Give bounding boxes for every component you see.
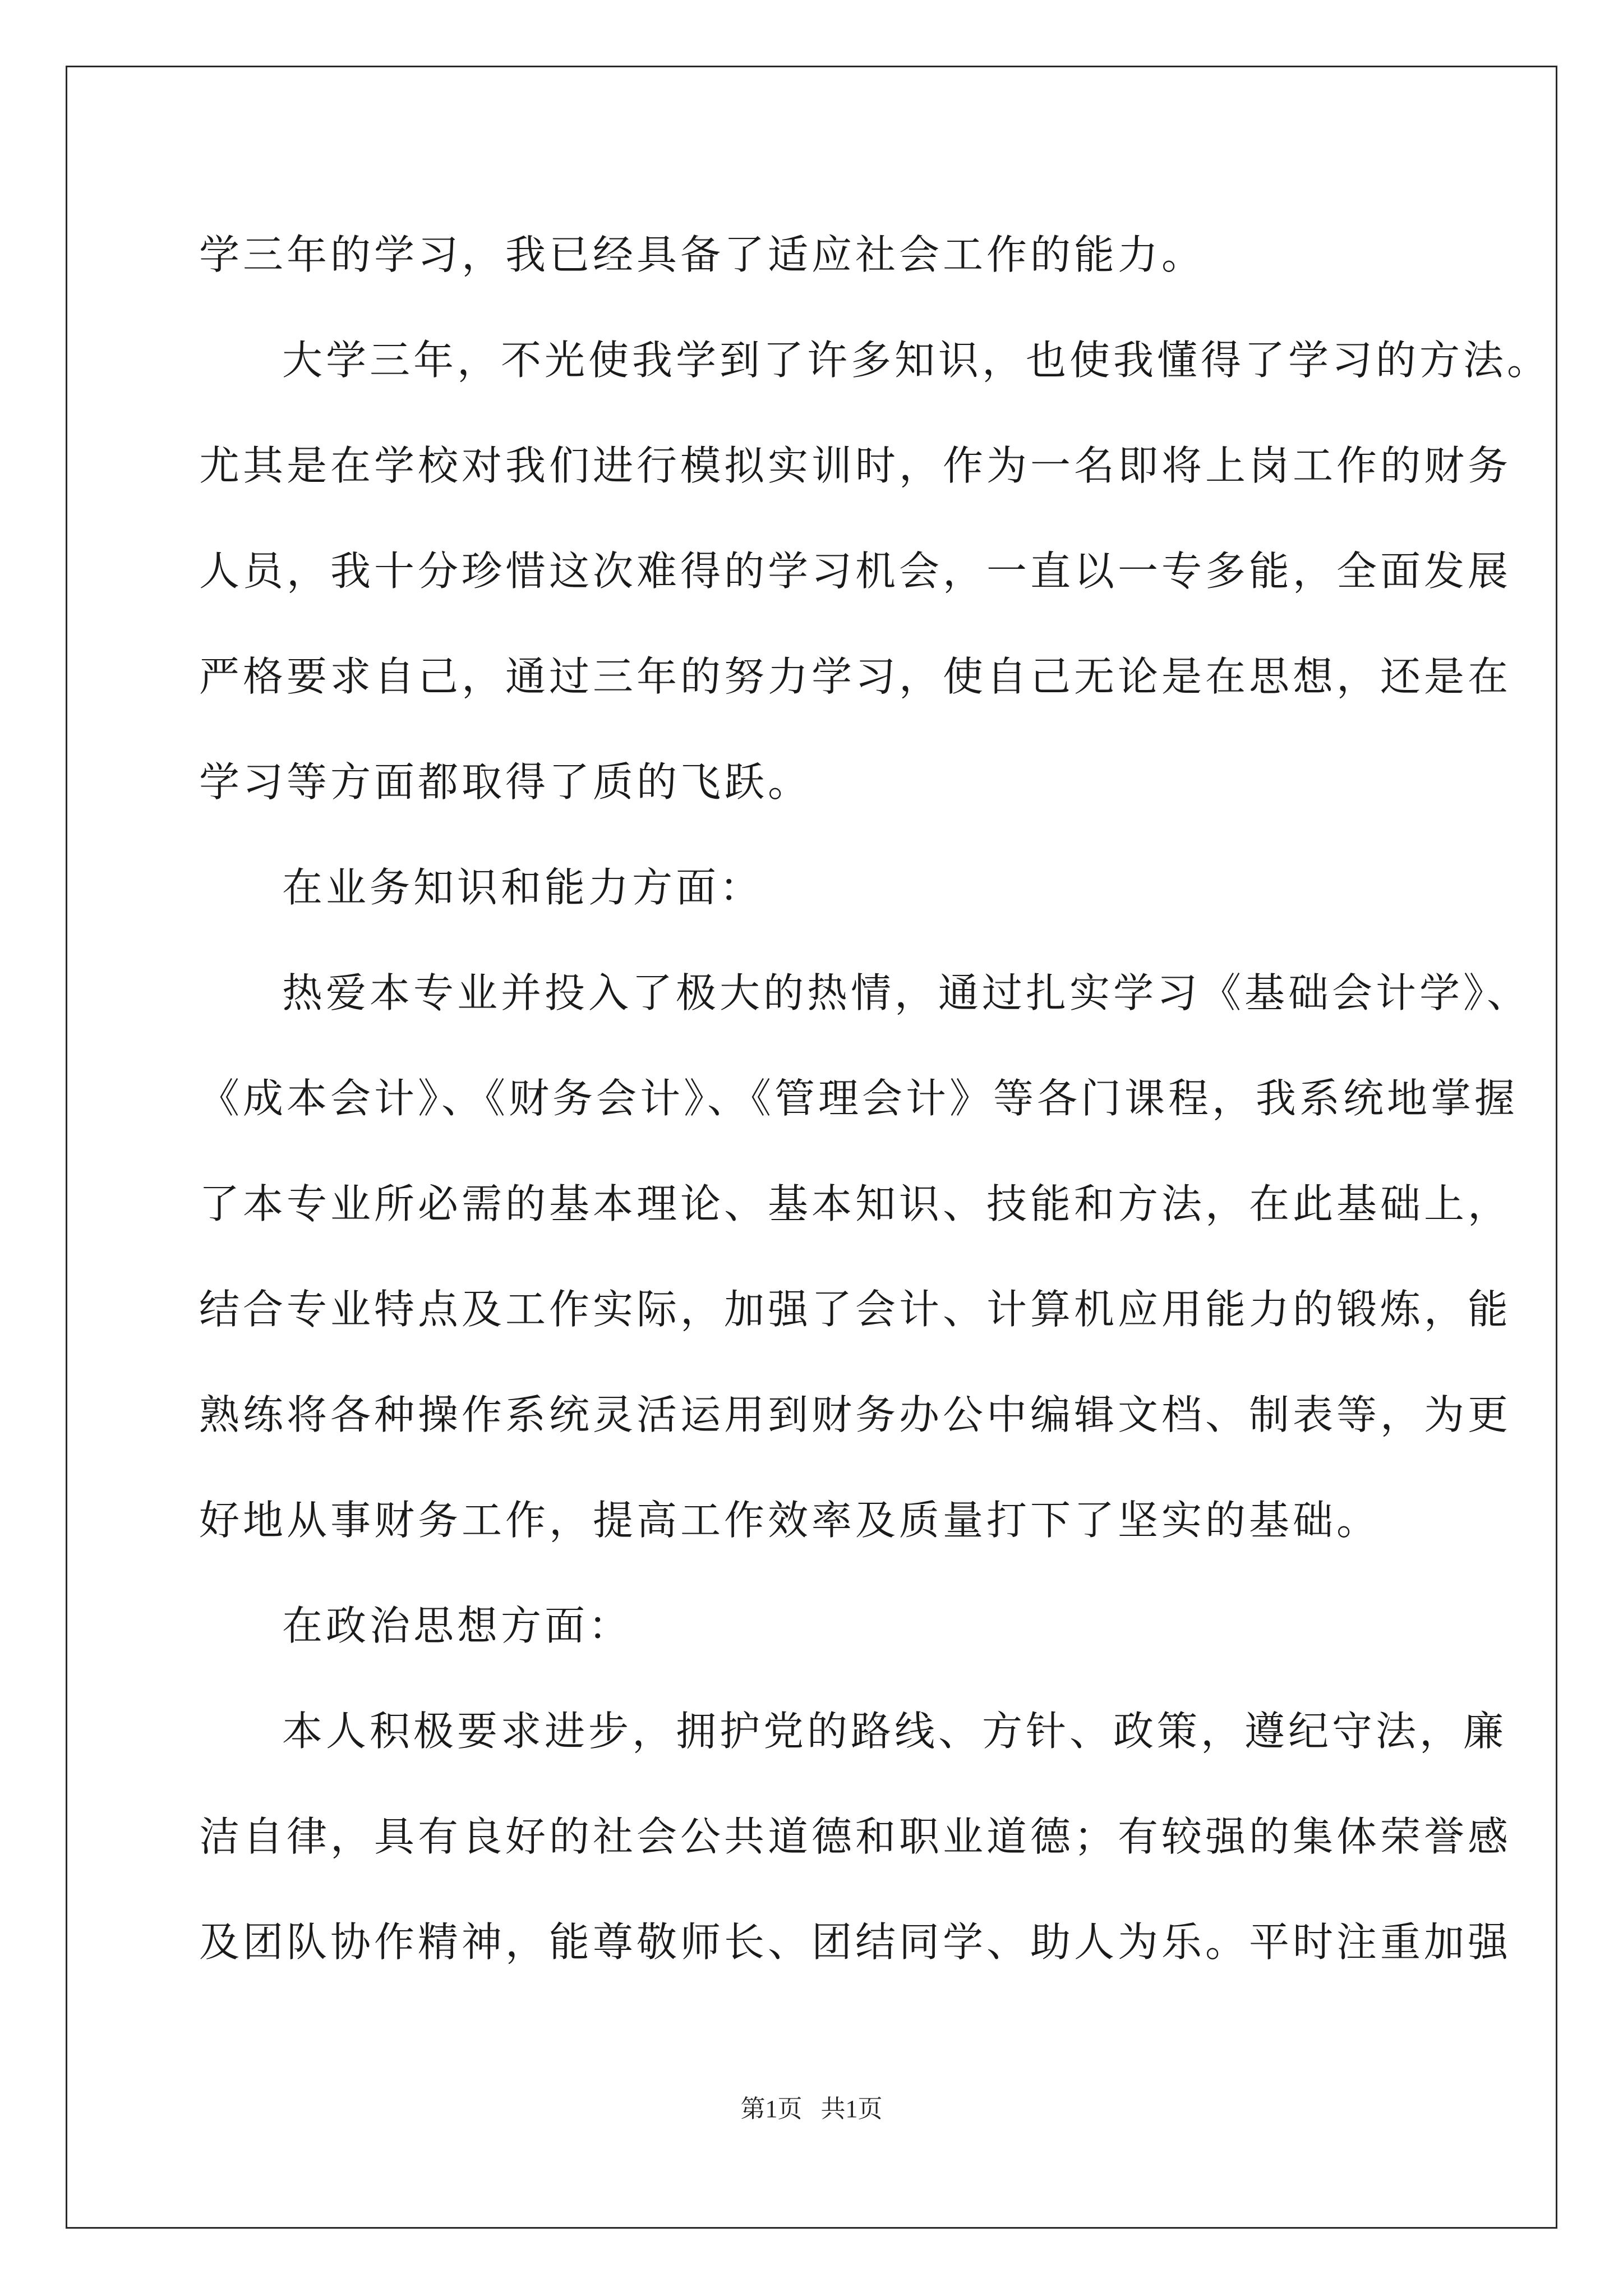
body-line: 热爱本专业并投入了极大的热情，通过扎实学习《基础会计学》、 <box>282 969 1531 1016</box>
body-line: 大学三年，不光使我学到了许多知识，也使我懂得了学习的方法。 <box>282 337 1551 384</box>
body-line: 洁自律，具有良好的社会公共道德和职业道德；有较强的集体荣誉感 <box>199 1813 1512 1860</box>
section-heading: 在政治思想方面： <box>282 1602 633 1649</box>
body-line: 熟练将各种操作系统灵活运用到财务办公中编辑文档、制表等，为更 <box>199 1391 1512 1438</box>
body-line: 好地从事财务工作，提高工作效率及质量打下了坚实的基础。 <box>199 1497 1381 1544</box>
body-line: 学习等方面都取得了质的飞跃。 <box>199 758 812 806</box>
body-line: 尤其是在学校对我们进行模拟实训时，作为一名即将上岗工作的财务 <box>199 442 1512 489</box>
section-heading: 在业务知识和能力方面： <box>282 864 764 911</box>
body-line: 学三年的学习，我已经具备了适应社会工作的能力。 <box>199 231 1206 278</box>
body-line: 本人积极要求进步，拥护党的路线、方针、政策，遵纪守法，廉 <box>282 1708 1507 1755</box>
body-line: 严格要求自己，通过三年的努力学习，使自己无论是在思想，还是在 <box>199 653 1512 700</box>
body-line: 结合专业特点及工作实际，加强了会计、计算机应用能力的锻炼，能 <box>199 1286 1512 1333</box>
body-line: 及团队协作精神，能尊敬师长、团结同学、助人为乐。平时注重加强 <box>199 1918 1512 1966</box>
body-line: 人员，我十分珍惜这次难得的学习机会，一直以一专多能，全面发展 <box>199 547 1512 595</box>
body-line: 了本专业所必需的基本理论、基本知识、技能和方法，在此基础上， <box>199 1180 1512 1227</box>
document-body <box>199 202 1551 1995</box>
page-number-footer: 第1页 共1页 <box>740 2095 883 2123</box>
body-line: 《成本会计》、《财务会计》、《管理会计》等各门课程，我系统地掌握 <box>199 1075 1519 1122</box>
